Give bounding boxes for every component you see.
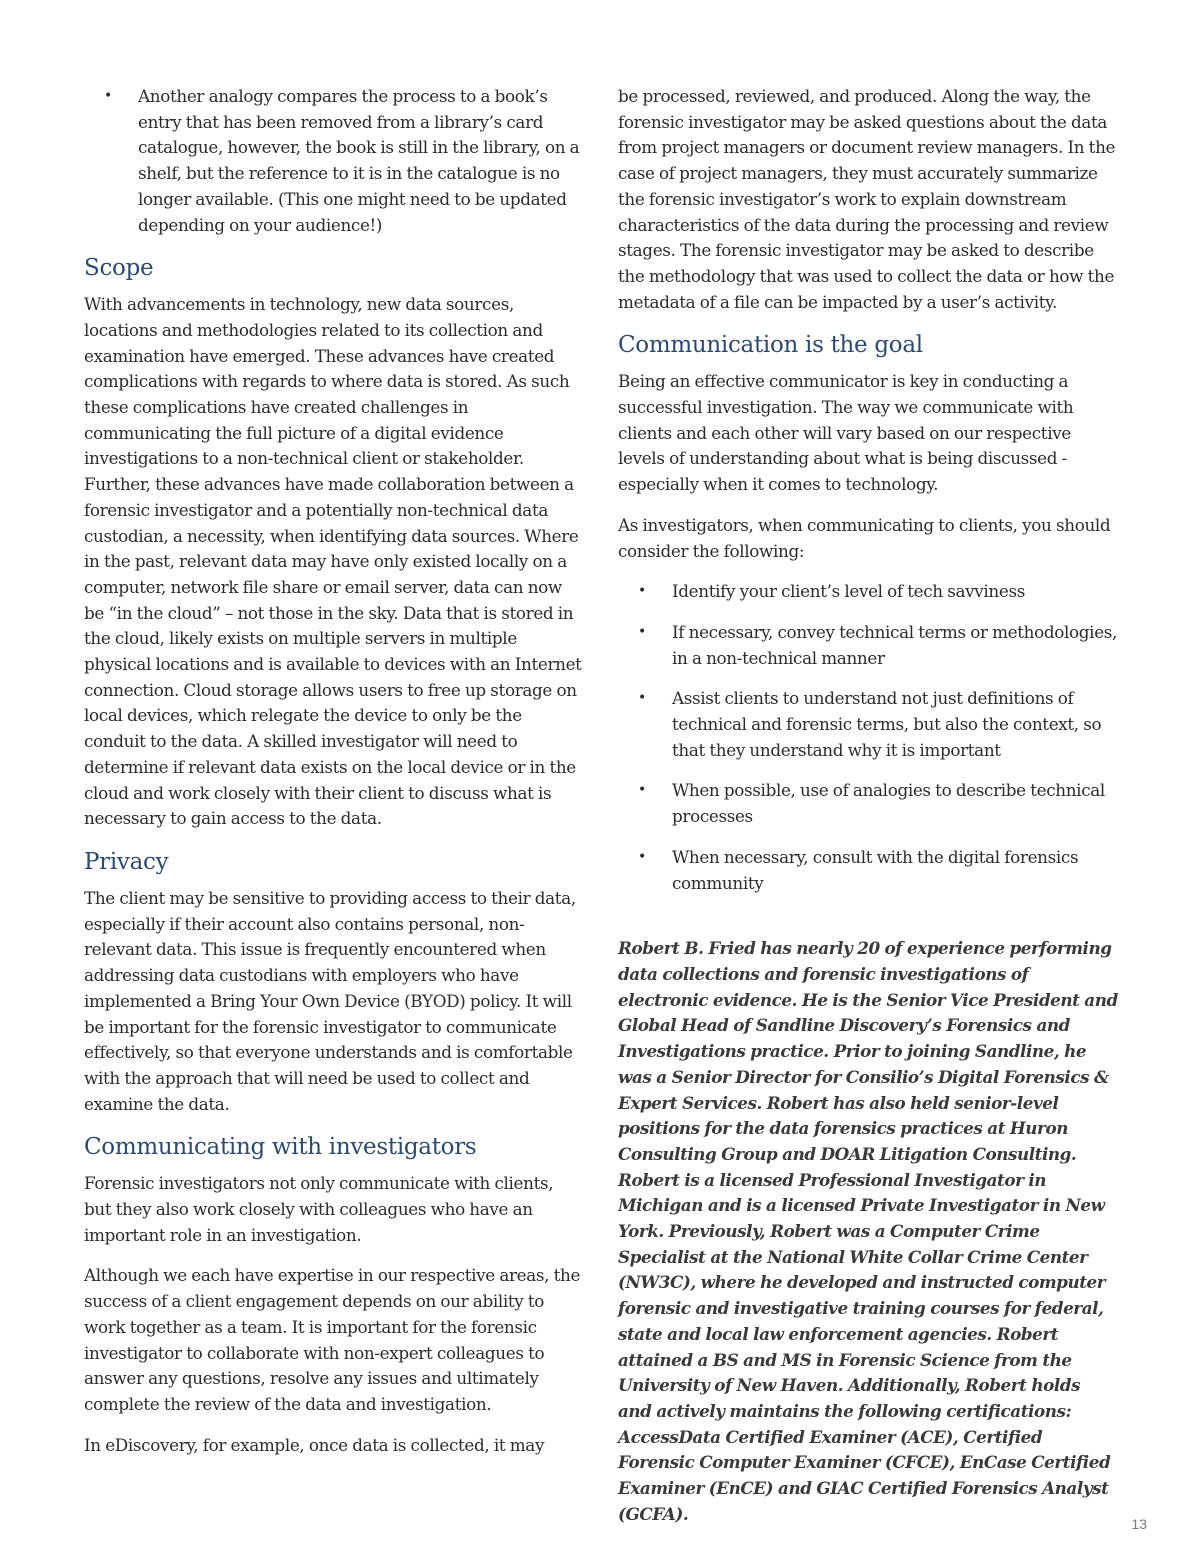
author-bio: Robert B. Fried has nearly 20 of experience performing data collections and forensic investigations of electronic evidence. He is the Senior Vice President and Global Head of Sandline Discovery’s Forensics and Investigations practice. Prior to joining Sandline, he was a Senior Director for Consilio’s Digital Forensics & Expert Services. Robert has also held senior-level positions for the data forensics practices at Huron Consulting Group and DOAR Litigation Consulting. Robert is a licensed Professional Investigator in Michigan and is a licensed Private Investigator in New York. Previously, Robert was a Computer Crime Specialist at the National White Collar Crime Center (NW3C), where he developed and instructed computer forensic and investigative training courses for federal, state and local law enforcement agencies. Robert attained a BS and MS in Forensic Science from the University of New Haven. Additionally, Robert holds and actively maintains the following certifications: AccessData Certified Examiner (ACE), Certified Forensic Computer Examiner (CFCE), EnCase Certified Examiner (EnCE) and GIAC Certified Forensics Analyst (GCFA). <box>618 938 1118 1524</box>
scope-paragraph: With advancements in technology, new data sources, locations and methodologies related to its collection and examination have emerged. These advances have created complications with regards to where data is stored. As such these complications have created challenges in communicating the full picture of a digital evidence investigations to a non-technical client or stakeholder. Further, these advances have made collaboration between a forensic investigator and a potentially non-technical data custodian, a necessity, when identifying data sources. Where in the past, relevant data may have only existed locally on a computer, network file share or email server, data can now be “in the cloud” – not those in the sky. Data that is stored in the cloud, likely exists on multiple servers in multiple physical locations and is available to devices with an Internet connection. Cloud storage allows users to free up storage on local devices, which relegate the device to only be the conduit to the data. A skilled investigator will need to determine if relevant data exists on the local device or in the cloud and work closely with their client to discuss what is necessary to gain access to the data. <box>84 294 582 829</box>
bullet-glyph: • <box>638 782 646 799</box>
investigators-paragraph-3: In eDiscovery, for example, once data is collected, it may <box>84 1434 545 1455</box>
bullet-glyph: • <box>638 690 646 707</box>
tips-list <box>618 579 1118 896</box>
tip-text: When possible, use of analogies to describe technical processes <box>672 780 1105 827</box>
privacy-paragraph: The client may be sensitive to providing access to their data, especially if their account also contains personal, non-relevant data. This issue is frequently encountered when addressing data custodians with employers who have implemented a Bring Your Own Device (BYOD) policy. It will be important for the forensic investigator to communicate effectively, so that everyone understands and is comfortable with the approach that will need be used to collect and examine the data. <box>84 887 576 1114</box>
list-item <box>618 778 1118 829</box>
bullet-glyph: • <box>638 623 646 640</box>
communication-goal-heading: Communication is the goal <box>618 332 923 359</box>
privacy-heading: Privacy <box>84 848 169 875</box>
bullet-glyph: • <box>638 583 646 600</box>
tip-text: Identify your client’s level of tech savviness <box>672 581 1025 602</box>
tip-text: When necessary, consult with the digital forensics community <box>672 846 1079 893</box>
investigators-paragraph-2: Although we each have expertise in our respective areas, the success of a client engagement depends on our ability to work together as a team. It is important for the forensic investigator to collaborate with non-expert colleagues to answer any questions, resolve any issues and ultimately complete the review of the data and investigation. <box>84 1265 581 1414</box>
left-column <box>84 84 584 1473</box>
list-item <box>84 84 584 238</box>
tip-text: Assist clients to understand not just definitions of technical and forensic terms, but also the context, so that they understand why it is important <box>672 688 1102 760</box>
investigators-paragraph-1: Forensic investigators not only communicate with clients, but they also work closely with colleagues who have an important role in an investigation. <box>84 1173 554 1245</box>
continued-paragraph: be processed, reviewed, and produced. Along the way, the forensic investigator may be asked questions about the data from project managers or document review managers. In the case of project managers, they must accurately summarize the forensic investigator’s work to explain downstream characteristics of the data during the processing and review stages. The forensic investigator may be asked to describe the methodology that was used to collect the data or how the metadata of a file can be impacted by a user’s activity. <box>618 86 1116 312</box>
page-number: 13 <box>1131 1516 1147 1532</box>
list-item <box>618 845 1118 896</box>
analogy-list <box>84 84 584 238</box>
communicating-with-investigators-heading: Communicating with investigators <box>84 1134 477 1161</box>
list-item <box>618 579 1118 605</box>
analogy-bullet-text: Another analogy compares the process to a book’s entry that has been removed from a library’s card catalogue, however, the book is still in the library, on a shelf, but the reference to it is in the catalogue is no longer available. (This one might need to be updated depending on your audience!) <box>138 86 580 235</box>
bullet-glyph: • <box>104 88 112 104</box>
communication-paragraph-1: Being an effective communicator is key in conducting a successful investigation. The way we communicate with clients and each other will vary based on our respective levels of understanding about what is being discussed - especially when it comes to technology. <box>618 371 1074 495</box>
list-item <box>618 620 1118 671</box>
right-column <box>618 84 1118 1542</box>
scope-heading: Scope <box>84 255 154 282</box>
list-item <box>618 686 1118 763</box>
tip-text: If necessary, convey technical terms or methodologies, in a non-technical manner <box>672 621 1118 668</box>
bullet-glyph: • <box>638 848 646 865</box>
communication-paragraph-2: As investigators, when communicating to clients, you should consider the following: <box>618 514 1111 561</box>
